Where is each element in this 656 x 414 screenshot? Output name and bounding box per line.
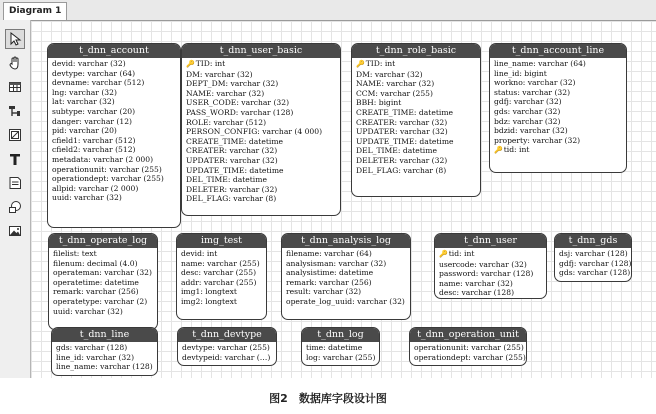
entity-field[interactable] bbox=[53, 249, 157, 259]
image-tool-icon bbox=[8, 224, 22, 238]
field-text: DM: varchar (32) bbox=[186, 69, 253, 79]
entity-title: t_dnn_log bbox=[302, 328, 379, 342]
field-text: desc: varchar (128) bbox=[439, 288, 515, 298]
field-text: BBH: bigint bbox=[356, 98, 402, 108]
field-text: devtype: varchar (64) bbox=[52, 68, 136, 78]
field-text: subtype: varchar (20) bbox=[52, 106, 136, 116]
entity-field[interactable] bbox=[52, 69, 180, 79]
entity-field[interactable] bbox=[186, 185, 340, 195]
field-text: desc: varchar (255) bbox=[181, 268, 257, 278]
entity-field[interactable] bbox=[559, 259, 631, 269]
field-text: analysistime: datetime bbox=[286, 268, 374, 278]
entity-field[interactable] bbox=[559, 268, 631, 278]
diagram-canvas[interactable] bbox=[31, 21, 656, 378]
entity-field[interactable] bbox=[53, 278, 157, 288]
entity-field-list bbox=[352, 58, 480, 175]
field-text: dsj: varchar (128) bbox=[559, 249, 628, 258]
entity-field-list bbox=[282, 248, 410, 307]
tab-diagram-1[interactable]: Diagram 1 bbox=[3, 2, 67, 20]
entity-field[interactable] bbox=[494, 78, 626, 88]
entity-field[interactable] bbox=[56, 353, 157, 363]
key-icon: 🔑 bbox=[186, 60, 195, 68]
entity-field[interactable] bbox=[559, 249, 631, 259]
field-text: gdfj: varchar (128) bbox=[559, 258, 632, 268]
key-icon: 🔑 bbox=[356, 60, 365, 68]
entity-field-list bbox=[52, 342, 157, 372]
note-tool-icon bbox=[8, 176, 22, 190]
field-text: CREATE_TIME: datetime bbox=[356, 107, 454, 117]
field-text: log: varchar (255) bbox=[306, 352, 376, 362]
field-text: CCM: varchar (255) bbox=[356, 88, 433, 98]
entity-field[interactable] bbox=[186, 127, 340, 137]
field-text: TID: int bbox=[195, 59, 226, 68]
entity-field[interactable] bbox=[52, 155, 180, 165]
entity-t-dnn-analysis-log[interactable] bbox=[281, 233, 411, 320]
entity-field[interactable] bbox=[494, 97, 626, 107]
field-text: allpid: varchar (2 000) bbox=[52, 183, 139, 193]
entity-field[interactable] bbox=[356, 70, 480, 80]
entity-title: img_test bbox=[177, 234, 266, 248]
field-text: operationunit: varchar (255) bbox=[414, 343, 524, 352]
entity-field[interactable] bbox=[186, 108, 340, 118]
field-text: tid: int bbox=[448, 249, 475, 258]
hand-tool-button[interactable] bbox=[5, 53, 25, 73]
field-text: devname: varchar (512) bbox=[52, 78, 145, 88]
entity-field-list bbox=[49, 248, 157, 316]
entity-field[interactable] bbox=[186, 175, 340, 185]
field-text: gds: varchar (128) bbox=[559, 268, 631, 278]
entity-t-dnn-devtype[interactable] bbox=[177, 327, 277, 366]
entity-field[interactable] bbox=[186, 70, 340, 80]
entity-field[interactable] bbox=[494, 69, 626, 79]
entity-field[interactable] bbox=[53, 268, 157, 278]
entity-field[interactable] bbox=[494, 59, 626, 69]
field-text: DELETER: varchar (32) bbox=[186, 184, 278, 194]
tab-bar bbox=[0, 0, 656, 21]
entity-field[interactable] bbox=[52, 78, 180, 88]
field-text: operate_log_uuid: varchar (32) bbox=[286, 296, 405, 306]
entity-t-dnn-operation-unit[interactable] bbox=[409, 327, 527, 366]
field-text: gdfj: varchar (32) bbox=[494, 97, 562, 107]
field-text: danger: varchar (12) bbox=[52, 116, 132, 126]
entity-field[interactable] bbox=[286, 268, 410, 278]
field-text: uuid: varchar (32) bbox=[52, 193, 122, 203]
entity-field[interactable] bbox=[186, 146, 340, 156]
entity-field[interactable] bbox=[52, 88, 180, 98]
entity-title: t_dnn_gds bbox=[555, 234, 631, 248]
field-text: TID: int bbox=[365, 59, 396, 68]
entity-img-test[interactable] bbox=[176, 233, 267, 320]
entity-field-list bbox=[178, 342, 276, 362]
entity-field[interactable] bbox=[414, 353, 526, 363]
note-tool-button[interactable] bbox=[5, 173, 25, 193]
field-text: filename: varchar (64) bbox=[286, 249, 372, 258]
entity-field[interactable] bbox=[494, 88, 626, 98]
entity-field[interactable] bbox=[356, 89, 480, 99]
field-text: ROLE: varchar (512) bbox=[186, 117, 267, 127]
entity-t-dnn-role-basic[interactable] bbox=[351, 43, 481, 197]
view-tool-icon bbox=[8, 128, 22, 142]
entity-field[interactable] bbox=[186, 156, 340, 166]
entity-field[interactable] bbox=[181, 287, 266, 297]
entity-t-dnn-user-basic[interactable] bbox=[181, 43, 341, 216]
field-text: line_id: varchar (32) bbox=[56, 352, 135, 362]
field-text: cfield1: varchar (512) bbox=[52, 135, 136, 145]
entity-title: t_dnn_operation_unit bbox=[410, 328, 526, 342]
entity-field[interactable] bbox=[53, 287, 157, 297]
entity-t-dnn-gds[interactable] bbox=[554, 233, 632, 282]
field-text: DEL_FLAG: varchar (8) bbox=[356, 165, 447, 175]
entity-field-list bbox=[410, 342, 526, 362]
field-text: bdz: varchar (32) bbox=[494, 116, 561, 126]
entity-field[interactable] bbox=[306, 353, 379, 363]
field-text: DELETER: varchar (32) bbox=[356, 155, 448, 165]
field-text: gds: varchar (32) bbox=[494, 106, 561, 116]
entity-field[interactable] bbox=[186, 89, 340, 99]
field-text: property: varchar (32) bbox=[494, 135, 581, 145]
entity-field[interactable] bbox=[414, 343, 526, 353]
entity-title: t_dnn_user bbox=[435, 234, 546, 248]
field-text: usercode: varchar (32) bbox=[439, 259, 527, 269]
entity-field[interactable] bbox=[52, 136, 180, 146]
field-text: line_name: varchar (128) bbox=[56, 362, 153, 372]
entity-title: t_dnn_account_line bbox=[490, 44, 626, 58]
entity-title: t_dnn_devtype bbox=[178, 328, 276, 342]
entity-field[interactable] bbox=[186, 118, 340, 128]
entity-field[interactable] bbox=[186, 137, 340, 147]
table-tool-icon bbox=[8, 80, 22, 94]
field-text: operateman: varchar (32) bbox=[53, 268, 152, 278]
entity-field[interactable] bbox=[52, 193, 180, 203]
field-text: workno: varchar (32) bbox=[494, 78, 576, 88]
entity-field[interactable] bbox=[186, 98, 340, 108]
entity-field[interactable] bbox=[356, 98, 480, 108]
entity-field[interactable] bbox=[494, 126, 626, 136]
field-text: uuid: varchar (32) bbox=[53, 306, 123, 316]
entity-field[interactable] bbox=[286, 287, 410, 297]
field-text: DEPT_DM: varchar (32) bbox=[186, 79, 279, 89]
entity-title: t_dnn_account bbox=[48, 44, 180, 58]
entity-field[interactable] bbox=[286, 249, 410, 259]
field-text: devid: varchar (32) bbox=[52, 59, 126, 68]
entity-field[interactable] bbox=[439, 260, 546, 270]
entity-field[interactable] bbox=[181, 249, 266, 259]
entity-field[interactable] bbox=[439, 269, 546, 279]
field-text: analysisman: varchar (32) bbox=[286, 258, 387, 268]
entity-field[interactable] bbox=[182, 343, 276, 353]
primary-key-field[interactable] bbox=[356, 59, 480, 70]
field-text: remark: varchar (256) bbox=[53, 287, 139, 297]
entity-field[interactable] bbox=[286, 297, 410, 307]
field-text: line_name: varchar (64) bbox=[494, 59, 586, 68]
field-text: devid: int bbox=[181, 249, 218, 258]
entity-field[interactable] bbox=[52, 126, 180, 136]
entity-field-list bbox=[435, 248, 546, 298]
entity-t-dnn-user[interactable] bbox=[434, 233, 547, 299]
field-text: DM: varchar (32) bbox=[356, 69, 423, 79]
entity-field-list bbox=[555, 248, 631, 278]
entity-field[interactable] bbox=[52, 59, 180, 69]
entity-field[interactable] bbox=[356, 127, 480, 137]
entity-field[interactable] bbox=[53, 259, 157, 269]
entity-field[interactable] bbox=[356, 108, 480, 118]
field-text: filelist: text bbox=[53, 249, 97, 258]
field-text: tid: int bbox=[503, 145, 530, 155]
entity-field[interactable] bbox=[182, 353, 276, 363]
field-text: bdzid: varchar (32) bbox=[494, 126, 568, 136]
primary-key-field[interactable] bbox=[494, 145, 626, 156]
field-text: devtypeid: varchar (…) bbox=[182, 352, 271, 362]
field-text: filenum: decimal (4.0) bbox=[53, 258, 138, 268]
entity-field[interactable] bbox=[52, 107, 180, 117]
shape-tool-icon bbox=[8, 200, 22, 214]
entity-field[interactable] bbox=[181, 278, 266, 288]
entity-field[interactable] bbox=[52, 117, 180, 127]
field-text: NAME: varchar (32) bbox=[356, 79, 435, 89]
field-text: operationunit: varchar (255) bbox=[52, 164, 162, 174]
entity-field-list bbox=[302, 342, 379, 362]
entity-field[interactable] bbox=[439, 279, 546, 289]
field-text: img1: longtext bbox=[181, 287, 237, 297]
field-text: UPDATE_TIME: datetime bbox=[186, 165, 284, 175]
shape-tool-button[interactable] bbox=[5, 197, 25, 217]
entity-field[interactable] bbox=[306, 343, 379, 353]
tool-palette bbox=[0, 20, 31, 378]
entity-field[interactable] bbox=[356, 156, 480, 166]
field-text: devtype: varchar (255) bbox=[182, 343, 270, 352]
entity-field-list bbox=[490, 58, 626, 156]
entity-t-dnn-account-line[interactable] bbox=[489, 43, 627, 173]
key-icon: 🔑 bbox=[494, 146, 503, 155]
entity-field[interactable] bbox=[439, 288, 546, 298]
field-text: name: varchar (32) bbox=[439, 278, 513, 288]
relation-tool-button[interactable] bbox=[5, 101, 25, 121]
entity-field[interactable] bbox=[52, 184, 180, 194]
pointer-tool-button[interactable] bbox=[5, 29, 25, 49]
entity-field[interactable] bbox=[356, 137, 480, 147]
entity-field-list bbox=[48, 58, 180, 203]
field-text: DEL_FLAG: varchar (8) bbox=[186, 194, 277, 204]
entity-field[interactable] bbox=[52, 145, 180, 155]
field-text: metadata: varchar (2 000) bbox=[52, 154, 154, 164]
primary-key-field[interactable] bbox=[186, 59, 340, 70]
field-text: gds: varchar (128) bbox=[56, 343, 128, 352]
entity-field[interactable] bbox=[356, 79, 480, 89]
entity-title: t_dnn_user_basic bbox=[182, 44, 340, 58]
field-text: remark: varchar (256) bbox=[286, 277, 372, 287]
entity-field[interactable] bbox=[494, 136, 626, 146]
figure-caption: 图2 数据库字段设计图 bbox=[269, 392, 387, 405]
entity-field[interactable] bbox=[494, 107, 626, 117]
entity-field[interactable] bbox=[53, 307, 157, 317]
entity-field[interactable] bbox=[52, 174, 180, 184]
field-text: UPDATER: varchar (32) bbox=[186, 155, 278, 165]
field-text: lng: varchar (32) bbox=[52, 87, 117, 97]
view-tool-button[interactable] bbox=[5, 125, 25, 145]
entity-field[interactable] bbox=[494, 117, 626, 127]
field-text: DEL_TIME: datetime bbox=[356, 146, 437, 156]
entity-field[interactable] bbox=[56, 362, 157, 372]
field-text: time: datetime bbox=[306, 343, 363, 352]
field-text: PERSON_CONFIG: varchar (4 000) bbox=[186, 127, 323, 137]
entity-field[interactable] bbox=[186, 166, 340, 176]
entity-field[interactable] bbox=[356, 118, 480, 128]
field-text: img2: longtext bbox=[181, 296, 237, 306]
field-text: CREATE_TIME: datetime bbox=[186, 136, 284, 146]
entity-field[interactable] bbox=[286, 278, 410, 288]
field-text: pid: varchar (20) bbox=[52, 126, 117, 136]
field-text: operationdept: varchar (255) bbox=[414, 352, 526, 362]
hand-tool-icon bbox=[8, 56, 22, 70]
field-text: result: varchar (32) bbox=[286, 287, 362, 297]
entity-t-dnn-log[interactable] bbox=[301, 327, 380, 366]
entity-t-dnn-account[interactable] bbox=[47, 43, 181, 228]
entity-t-dnn-line[interactable] bbox=[51, 327, 158, 376]
entity-field[interactable] bbox=[286, 259, 410, 269]
field-text: addr: varchar (255) bbox=[181, 277, 257, 287]
field-text: operatetime: datetime bbox=[53, 277, 139, 287]
entity-field[interactable] bbox=[53, 297, 157, 307]
field-text: UPDATER: varchar (32) bbox=[356, 127, 448, 137]
field-text: operatetype: varchar (2) bbox=[53, 296, 148, 306]
relation-tool-icon bbox=[8, 104, 22, 118]
text-tool-button[interactable] bbox=[5, 149, 25, 169]
entity-field-list bbox=[177, 248, 266, 307]
field-text: status: varchar (32) bbox=[494, 87, 571, 97]
entity-field[interactable] bbox=[181, 268, 266, 278]
image-tool-button[interactable] bbox=[5, 221, 25, 241]
field-text: USER_CODE: varchar (32) bbox=[186, 98, 290, 108]
entity-title: t_dnn_role_basic bbox=[352, 44, 480, 58]
entity-t-dnn-operate-log[interactable] bbox=[48, 233, 158, 330]
field-text: DEL_TIME: datetime bbox=[186, 175, 267, 185]
field-text: password: varchar (128) bbox=[439, 269, 534, 279]
field-text: UPDATE_TIME: datetime bbox=[356, 136, 454, 146]
field-text: PASS_WORD: varchar (128) bbox=[186, 107, 294, 117]
field-text: name: varchar (255) bbox=[181, 258, 260, 268]
entity-title: t_dnn_operate_log bbox=[49, 234, 157, 248]
entity-field[interactable] bbox=[356, 146, 480, 156]
table-tool-button[interactable] bbox=[5, 77, 25, 97]
text-tool-icon bbox=[8, 152, 22, 166]
field-text: operationdept: varchar (255) bbox=[52, 174, 164, 184]
key-icon: 🔑 bbox=[439, 250, 448, 258]
field-text: cfield2: varchar (512) bbox=[52, 145, 136, 155]
entity-field[interactable] bbox=[181, 259, 266, 269]
field-text: lat: varchar (32) bbox=[52, 97, 115, 107]
field-text: CREATER: varchar (32) bbox=[186, 146, 278, 156]
entity-field[interactable] bbox=[52, 97, 180, 107]
entity-field[interactable] bbox=[52, 165, 180, 175]
entity-title: t_dnn_line bbox=[52, 328, 157, 342]
entity-field[interactable] bbox=[186, 79, 340, 89]
field-text: NAME: varchar (32) bbox=[186, 88, 265, 98]
entity-field[interactable] bbox=[56, 343, 157, 353]
field-text: CREATER: varchar (32) bbox=[356, 117, 448, 127]
entity-field[interactable] bbox=[181, 297, 266, 307]
field-text: line_id: bigint bbox=[494, 68, 547, 78]
entity-field-list bbox=[182, 58, 340, 204]
entity-title: t_dnn_analysis_log bbox=[282, 234, 410, 248]
entity-field[interactable] bbox=[356, 166, 480, 176]
primary-key-field[interactable] bbox=[439, 249, 546, 260]
entity-field[interactable] bbox=[186, 194, 340, 204]
pointer-tool-icon bbox=[8, 32, 22, 46]
